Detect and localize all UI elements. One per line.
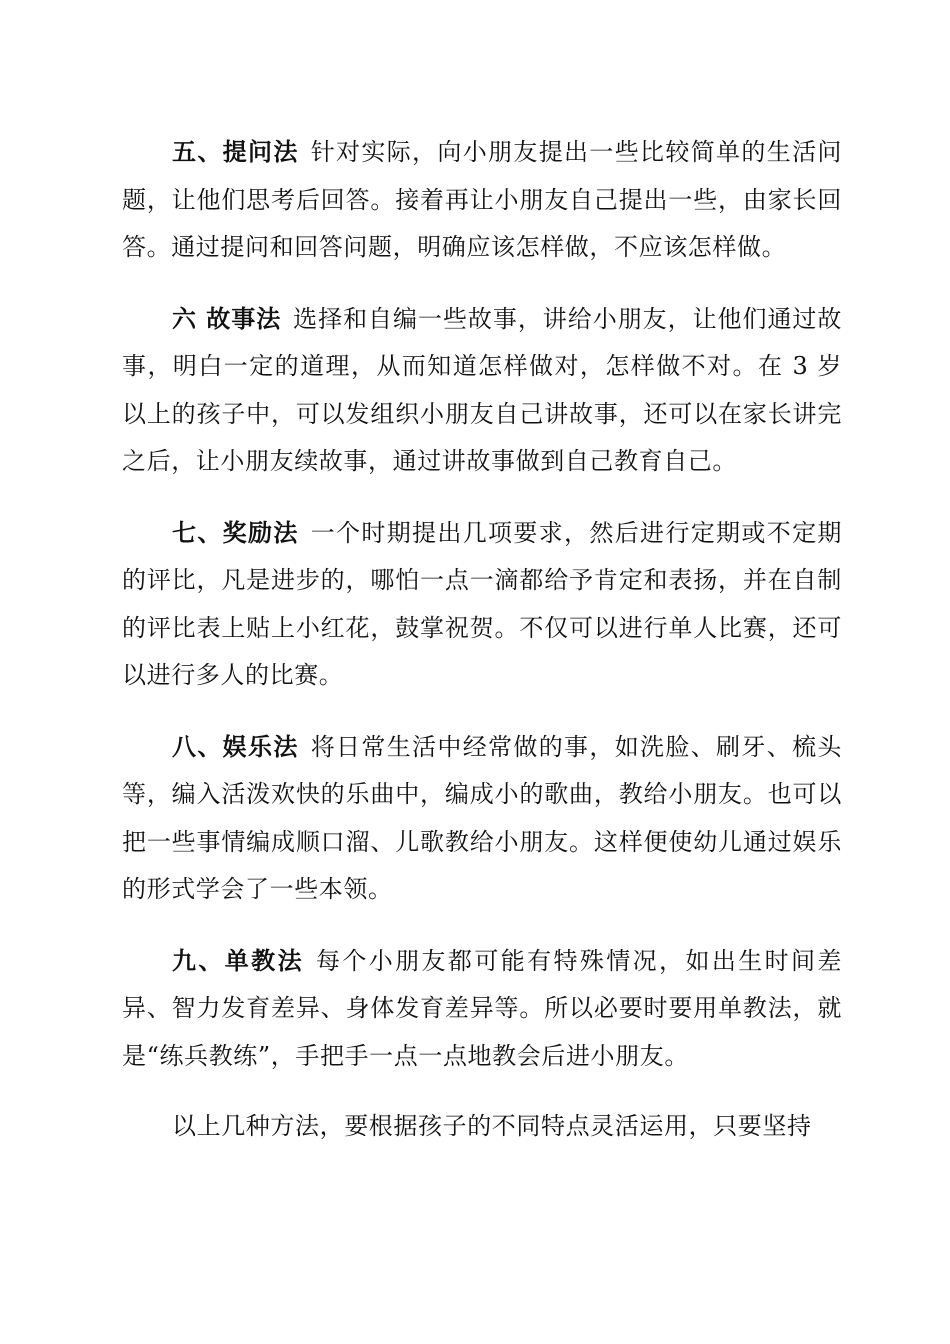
paragraph-entertainment-method: [122, 723, 842, 914]
paragraph-heading: 九、单教法: [172, 945, 304, 975]
paragraph-heading: 八、娱乐法: [172, 731, 299, 761]
paragraph-heading: 五、提问法: [172, 137, 299, 166]
paragraph-heading: 七、奖励法: [172, 517, 299, 547]
paragraph-heading: 六 故事法: [172, 303, 282, 333]
paragraph-story-method: [122, 295, 842, 486]
paragraph-text: 以上几种方法，要根据孩子的不同特点灵活运用，只要坚持: [172, 1112, 812, 1140]
paragraph-individual-method: [122, 937, 842, 1081]
document-body: [122, 128, 842, 1174]
paragraph-text: 将日常生活中经常做的事，如洗脸、刷牙、梳头等，编入活泼欢快的乐曲中，编成小的歌曲，教给小朋友。也可以把一些事情编成顺口溜、儿歌教给小朋友。这样便使幼儿通过娱乐的形式学会了一些本领。: [122, 732, 842, 903]
paragraph-questioning-method: [122, 128, 842, 272]
paragraph-conclusion: [122, 1103, 842, 1151]
paragraph-text: 每个小朋友都可能有特殊情况，如出生时间差异、智力发育差异、身体发育差异等。所以必要时要用单教法，就是“练兵教练”，手把手一点一点地教会后进小朋友。: [122, 946, 843, 1070]
paragraph-text: 一个时期提出几项要求，然后进行定期或不定期的评比，凡是进步的，哪怕一点一滴都给予肯定和表扬，并在自制的评比表上贴上小红花，鼓掌祝贺。不仅可以进行单人比赛，还可以进行多人的比赛。: [122, 518, 842, 689]
paragraph-text: 选择和自编一些故事，讲给小朋友，让他们通过故事，明白一定的道理，从而知道怎样做对，怎样做不对。在 3 岁以上的孩子中，可以发组织小朋友自己讲故事，还可以在家长讲完之后，让小朋友续故事，通过讲故事做到自己教育自己。: [122, 304, 842, 475]
paragraph-text: 针对实际，向小朋友提出一些比较简单的生活问题，让他们思考后回答。接着再让小朋友自己提出一些，由家长回答。通过提问和回答问题，明确应该怎样做，不应该怎样做。: [122, 138, 842, 261]
paragraph-reward-method: [122, 509, 842, 700]
